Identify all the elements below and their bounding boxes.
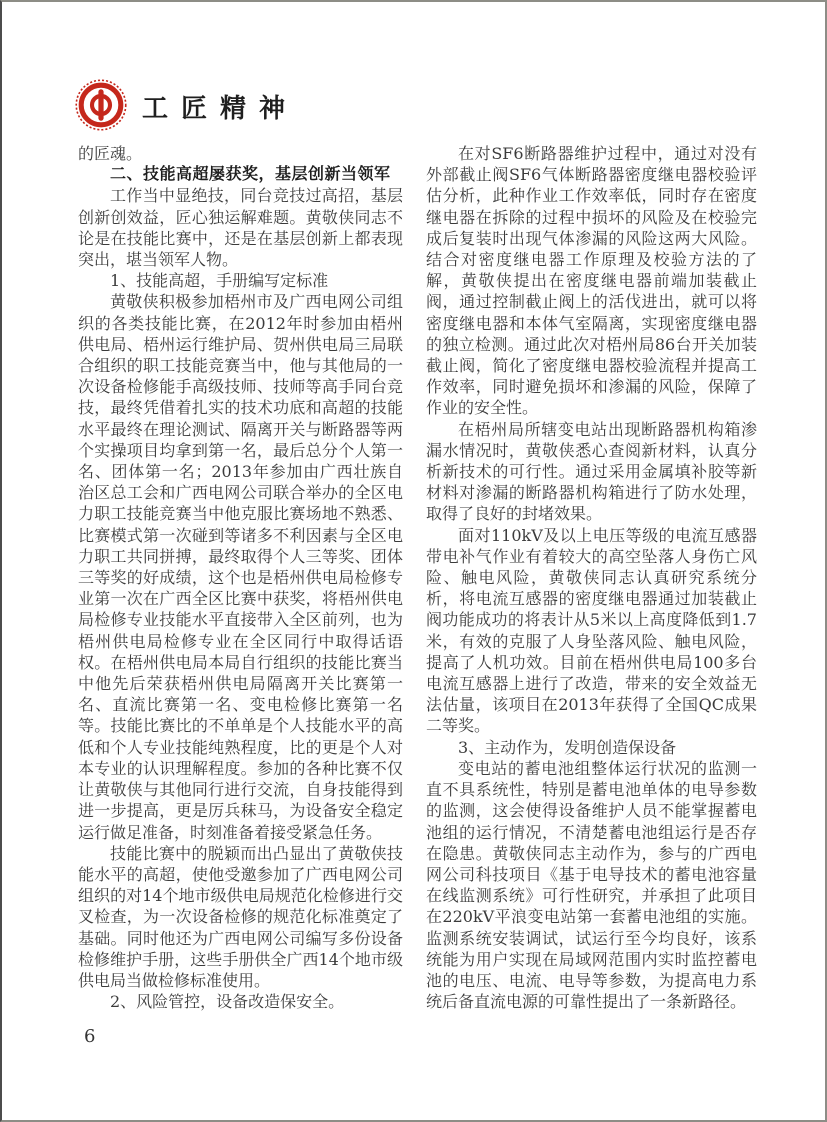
- paragraph: 变电站的蓄电池组整体运行状况的监测一直不具系统性，特别是蓄电池单体的电导参数的监测，这会使得设备维护人员不能掌握蓄电池组的运行情况，不清楚蓄电池组运行是否存在隐患。黄敬侠同志主动作为，参与的广西电网公司科技项目《基于电导技术的蓄电池容量在线监测系统》可行性研究，并承担了此项目在220kV平浪变电站第一套蓄电池组的实施。监测系统安装调试，试运行至今均良好，该系统能为用户实现在局域网范围内实时监控蓄电池的电压、电流、电导等参数，为提高电力系统后备直流电源的可靠性提出了一条新路径。: [426, 758, 757, 1012]
- union-logo-icon: [74, 78, 128, 132]
- paragraph: 在对SF6断路器维护过程中，通过对没有外部截止阀SF6气体断路器密度继电器校验评估分析，此种作业工作效率低，同时存在密度继电器在拆除的过程中损坏的风险及在校验完成后复装时出现气体渗漏的风险这两大风险。结合对密度继电器工作原理及校验方法的了解，黄敬侠提出在密度继电器前端加装截止阀，通过控制截止阀上的活伐进出，就可以将密度继电器和本体气室隔离，实现密度继电器的独立检测。通过此次对梧州局86台开关加装截止阀，简化了密度继电器校验流程并提高工作效率，同时避免损坏和渗漏的风险，保障了作业的安全性。: [426, 144, 757, 418]
- page-number: 6: [84, 1026, 96, 1047]
- page-title: 工匠精神: [142, 94, 299, 124]
- section-heading: 二、技能高超屡获奖，基层创新当领军: [110, 166, 391, 184]
- paragraph: 黄敬侠积极参加梧州市及广西电网公司组织的各类技能比赛，在2012年时参加由梧州供电局、梧州运行维护局、贺州供电局三局联合组织的职工技能竞赛当中，他与其他局的一次设备检修能手高级技师、技师等高手同台竞技，最终凭借着扎实的技术功底和高超的技能水平最终在理论测试、隔离开关与断路器等两个实操项目均拿到第一名，最后总分个人第一名、团体第一名；2013年参加由广西壮族自治区总工会和广西电网公司联合举办的全区电力职工技能竞赛当中他克服比赛场地不熟悉、比赛模式第一次碰到等诸多不利因素与全区电力职工共同拼搏，最终取得个人三等奖、团体三等奖的好成绩，这个也是梧州供电局检修专业第一次在广西全区比赛中获奖，将梧州供电局检修专业技能水平直接带入全区前列，也为梧州供电局检修专业在全区同行中取得话语权。在梧州供电局本局自行组织的技能比赛当中他先后荣获梧州供电局隔离开关比赛第一名、直流比赛第一名、变电检修比赛第一名等。技能比赛比的不单单是个人技能水平的高低和个人专业技能纯熟程度，比的更是个人对本专业的认识理解程度。参加的各种比赛不仅让黄敬侠与其他同行进行交流，自身技能得到进一步提高，更是厉兵秣马，为设备安全稳定运行做足准备，时刻准备着接受紧急任务。: [78, 292, 403, 842]
- text-column-left: [78, 143, 403, 1012]
- paragraph: 工作当中显绝技，同台竞技过高招，基层创新创效益，匠心独运解难题。黄敬侠同志不论是在技能比赛中，还是在基层创新上都表现突出，堪当领军人物。: [78, 186, 403, 270]
- paragraph: 在梧州局所辖变电站出现断路器机构箱渗漏水情况时，黄敬侠悉心查阅新材料，认真分析新技术的可行性。通过采用金属填补胶等新材料对渗漏的断路器机构箱进行了防水处理，取得了良好的封堵效果。: [426, 419, 757, 524]
- sub-heading: 2、风险管控，设备改造保安全。: [110, 992, 345, 1012]
- sub-heading: 1、技能高超，手册编写定标准: [110, 271, 329, 291]
- paragraph: 技能比赛中的脱颖而出凸显出了黄敬侠技能水平的高超，使他受邀参加了广西电网公司组织的对14个地市级供电局规范化检修进行交叉检查，为一次设备检修的规范化标准奠定了基础。同时他还为广西电网公司编写多份设备检修维护手册，这些手册供全广西14个地市级供电局当做检修标准使用。: [78, 843, 403, 990]
- text-column-right: [426, 143, 757, 1012]
- paragraph: 面对110kV及以上电压等级的电流互感器带电补气作业有着较大的高空坠落人身伤亡风险、触电风险，黄敬侠同志认真研究系统分析，将电流互感器的密度继电器通过加装截止阀功能成功的将表计从5米以上高度降低到1.7米，有效的克服了人身坠落风险、触电风险，提高了人机功效。目前在梧州供电局100多台电流互感器上进行了改造，带来的安全效益无法估量，该项目在2013年获得了全国QC成果二等奖。: [426, 525, 757, 736]
- sub-heading: 3、主动作为，发明创造保设备: [458, 737, 677, 757]
- paragraph-continuation: 的匠魂。: [78, 144, 143, 163]
